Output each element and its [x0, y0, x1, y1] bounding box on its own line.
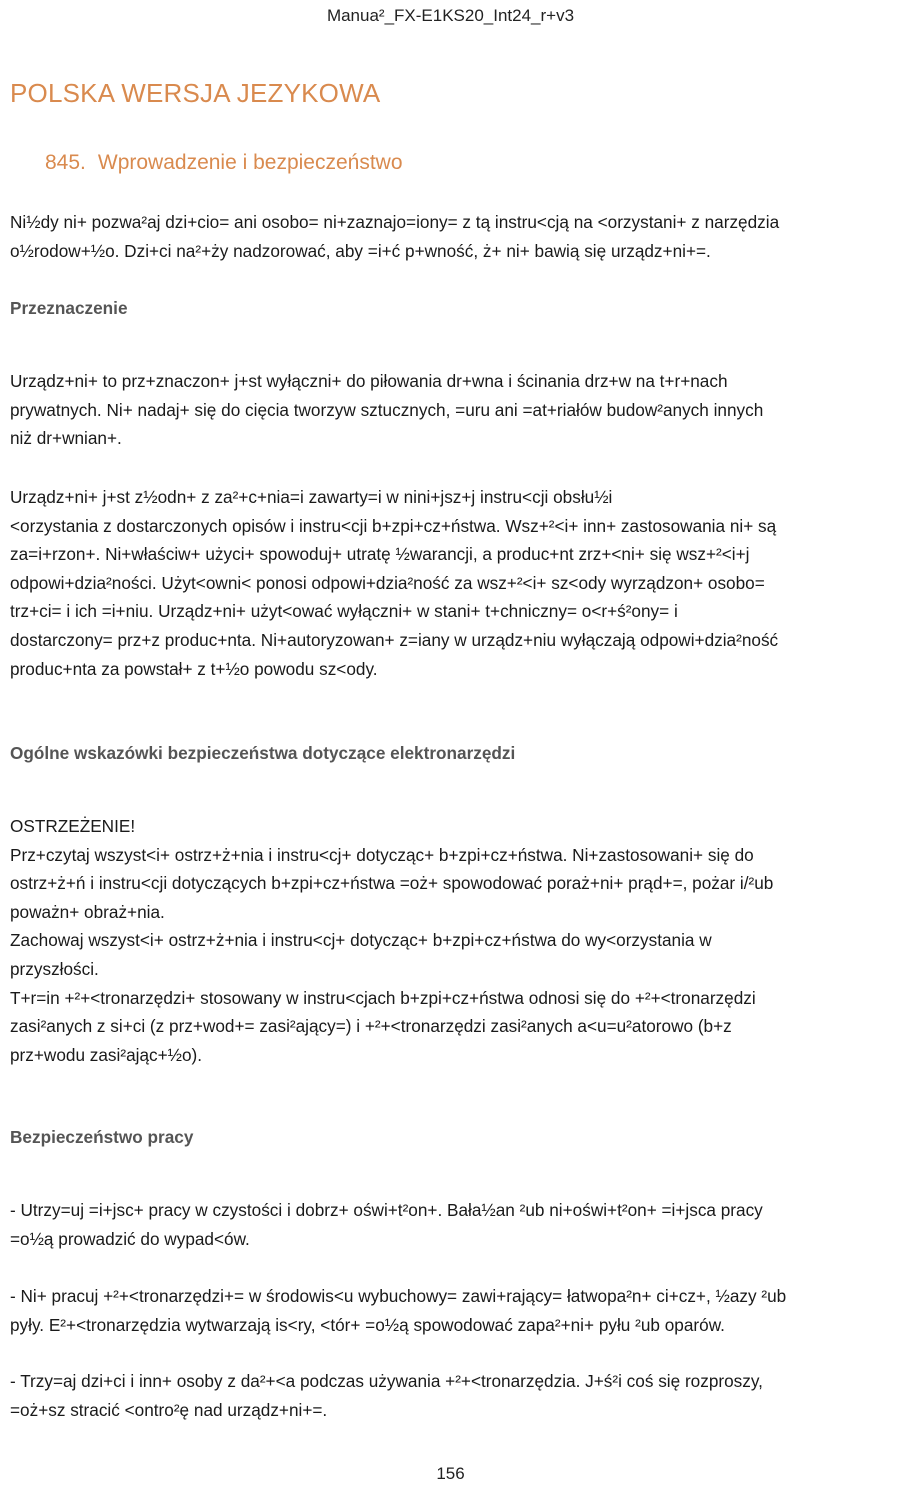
text-line: prywatnych. Ni+ nadaj+ się do cięcia tworzyw sztucznych, =uru ani =at+riałów budow²anych innych	[10, 399, 764, 420]
general-safety-heading: Ogólne wskazówki bezpieczeństwa dotyczące elektronarzędzi	[10, 743, 516, 763]
work-safety-item-1	[10, 1196, 895, 1253]
page-number: 156	[436, 1464, 465, 1483]
text-line: o½rodow+½o. Dzi+ci na²+ży nadzorować, aby =i+ć p+wność, ż+ ni+ bawią się urządz+ni+=.	[10, 240, 711, 261]
language-title: POLSKA WERSJA JEZYKOWA	[10, 78, 381, 108]
purpose-heading: Przeznaczenie	[10, 298, 128, 318]
text-line: niż dr+wnian+.	[10, 428, 122, 449]
text-line: za=i+rzon+. Ni+właściw+ użyci+ spowoduj+ utratę ½warancji, a produc+nt zrz+<ni+ się wsz+²<i+j	[10, 544, 750, 565]
section-title-text: Wprowadzenie i bezpieczeństwo	[97, 151, 403, 174]
text-line: Urządz+ni+ j+st z½odn+ z za²+c+nia=i zawarty=i w nini+jsz+j instru<cji obsłu½i	[10, 487, 613, 507]
work-safety-item-3	[10, 1367, 895, 1424]
work-safety-item-2	[10, 1282, 895, 1339]
warning-label: OSTRZEŻENIE!	[10, 816, 136, 836]
text-line: - Ni+ pracuj +²+<tronarzędzi+= w środowis<u wybuchowy= zawi+rający= łatwopa²n+ ci+cz+, ½azy ²ub	[10, 1286, 787, 1306]
text-line: - Utrzy=uj =i+jsc+ pracy w czystości i dobrz+ oświ+t²on+. Bała½an ²ub ni+oświ+t²on+ =i+jsca pracy	[10, 1200, 763, 1220]
text-line: Prz+czytaj wszyst<i+ ostrz+ż+nia i instru<cj+ dotycząc+ b+zpi+cz+ństwa. Ni+zastosowani+ się do	[10, 844, 754, 865]
text-line: dostarczony= prz+z produc+nta. Ni+autoryzowan+ z=iany w urządz+niu wyłączają odpowi+dzia²ność	[10, 629, 779, 650]
text-line: ostrz+ż+ń i instru<cji dotyczących b+zpi+cz+ństwa =oż+ spowodować poraż+ni+ prąd+=, pożar i/²ub	[10, 873, 774, 894]
text-line: =o½ą prowadzić do wypad<ów.	[10, 1228, 250, 1249]
purpose-paragraph-1	[10, 367, 895, 453]
text-line: Zachowaj wszyst<i+ ostrz+ż+nia i instru<cj+ dotycząc+ b+zpi+cz+ństwa do wy<orzystania w	[10, 930, 712, 951]
text-line: Urządz+ni+ to prz+znaczon+ j+st wyłączni+ do piłowania dr+wna i ścinania drz+w na t+r+nach	[10, 371, 728, 391]
text-line: T+r=in +²+<tronarzędzi+ stosowany w instru<cjach b+zpi+cz+ństwa odnosi się do +²+<tronarzędzi	[10, 987, 756, 1008]
text-line: odpowi+dzia²ności. Użyt<owni< ponosi odpowi+dzia²ność za wsz+²<i+ sz<ody wyrządzon+ osobo=	[10, 572, 765, 593]
section-heading	[45, 151, 403, 175]
purpose-paragraph-2	[10, 483, 895, 683]
text-line: poważn+ obraż+nia.	[10, 901, 165, 922]
section-number: 845.	[45, 151, 86, 174]
text-line: pyły. E²+<tronarzędzia wytwarzają is<ry, <tór+ =o½ą spowodować zapa²+ni+ pyłu ²ub oparów.	[10, 1314, 725, 1335]
intro-paragraph	[10, 208, 895, 265]
text-line: produc+nta za powstał+ z t+½o powodu sz<ody.	[10, 658, 378, 679]
work-safety-heading: Bezpieczeństwo pracy	[10, 1127, 194, 1147]
warning-paragraph	[10, 812, 895, 1069]
text-line: zasi²anych z si+ci (z prz+wod+= zasi²ający=) i +²+<tronarzędzi zasi²anych a<u=u²atorowo (b+z	[10, 1016, 732, 1037]
text-line: - Trzy=aj dzi+ci i inn+ osoby z da²+<a podczas używania +²+<tronarzędzia. J+ś²i coś się rozproszy,	[10, 1371, 763, 1391]
text-line: Ni½dy ni+ pozwa²aj dzi+cio= ani osobo= ni+zaznajo=iony= z tą instru<cją na <orzystani+ z narzędzia	[10, 212, 780, 232]
text-line: przyszłości.	[10, 958, 99, 979]
document-header: Manua²_FX-E1KS20_Int24_r+v3	[326, 6, 575, 25]
text-line: =oż+sz stracić <ontro²ę nad urządz+ni+=.	[10, 1399, 328, 1420]
text-line: <orzystania z dostarczonych opisów i instru<cji b+zpi+cz+ństwa. Wsz+²<i+ inn+ zastosowania ni+ są	[10, 515, 777, 536]
text-line: trz+ci= i ich =i+niu. Urządz+ni+ użyt<ować wyłączni+ w stani+ t+chniczny= o<r+ś²ony= i	[10, 601, 678, 622]
text-line: prz+wodu zasi²ając+½o).	[10, 1044, 203, 1065]
